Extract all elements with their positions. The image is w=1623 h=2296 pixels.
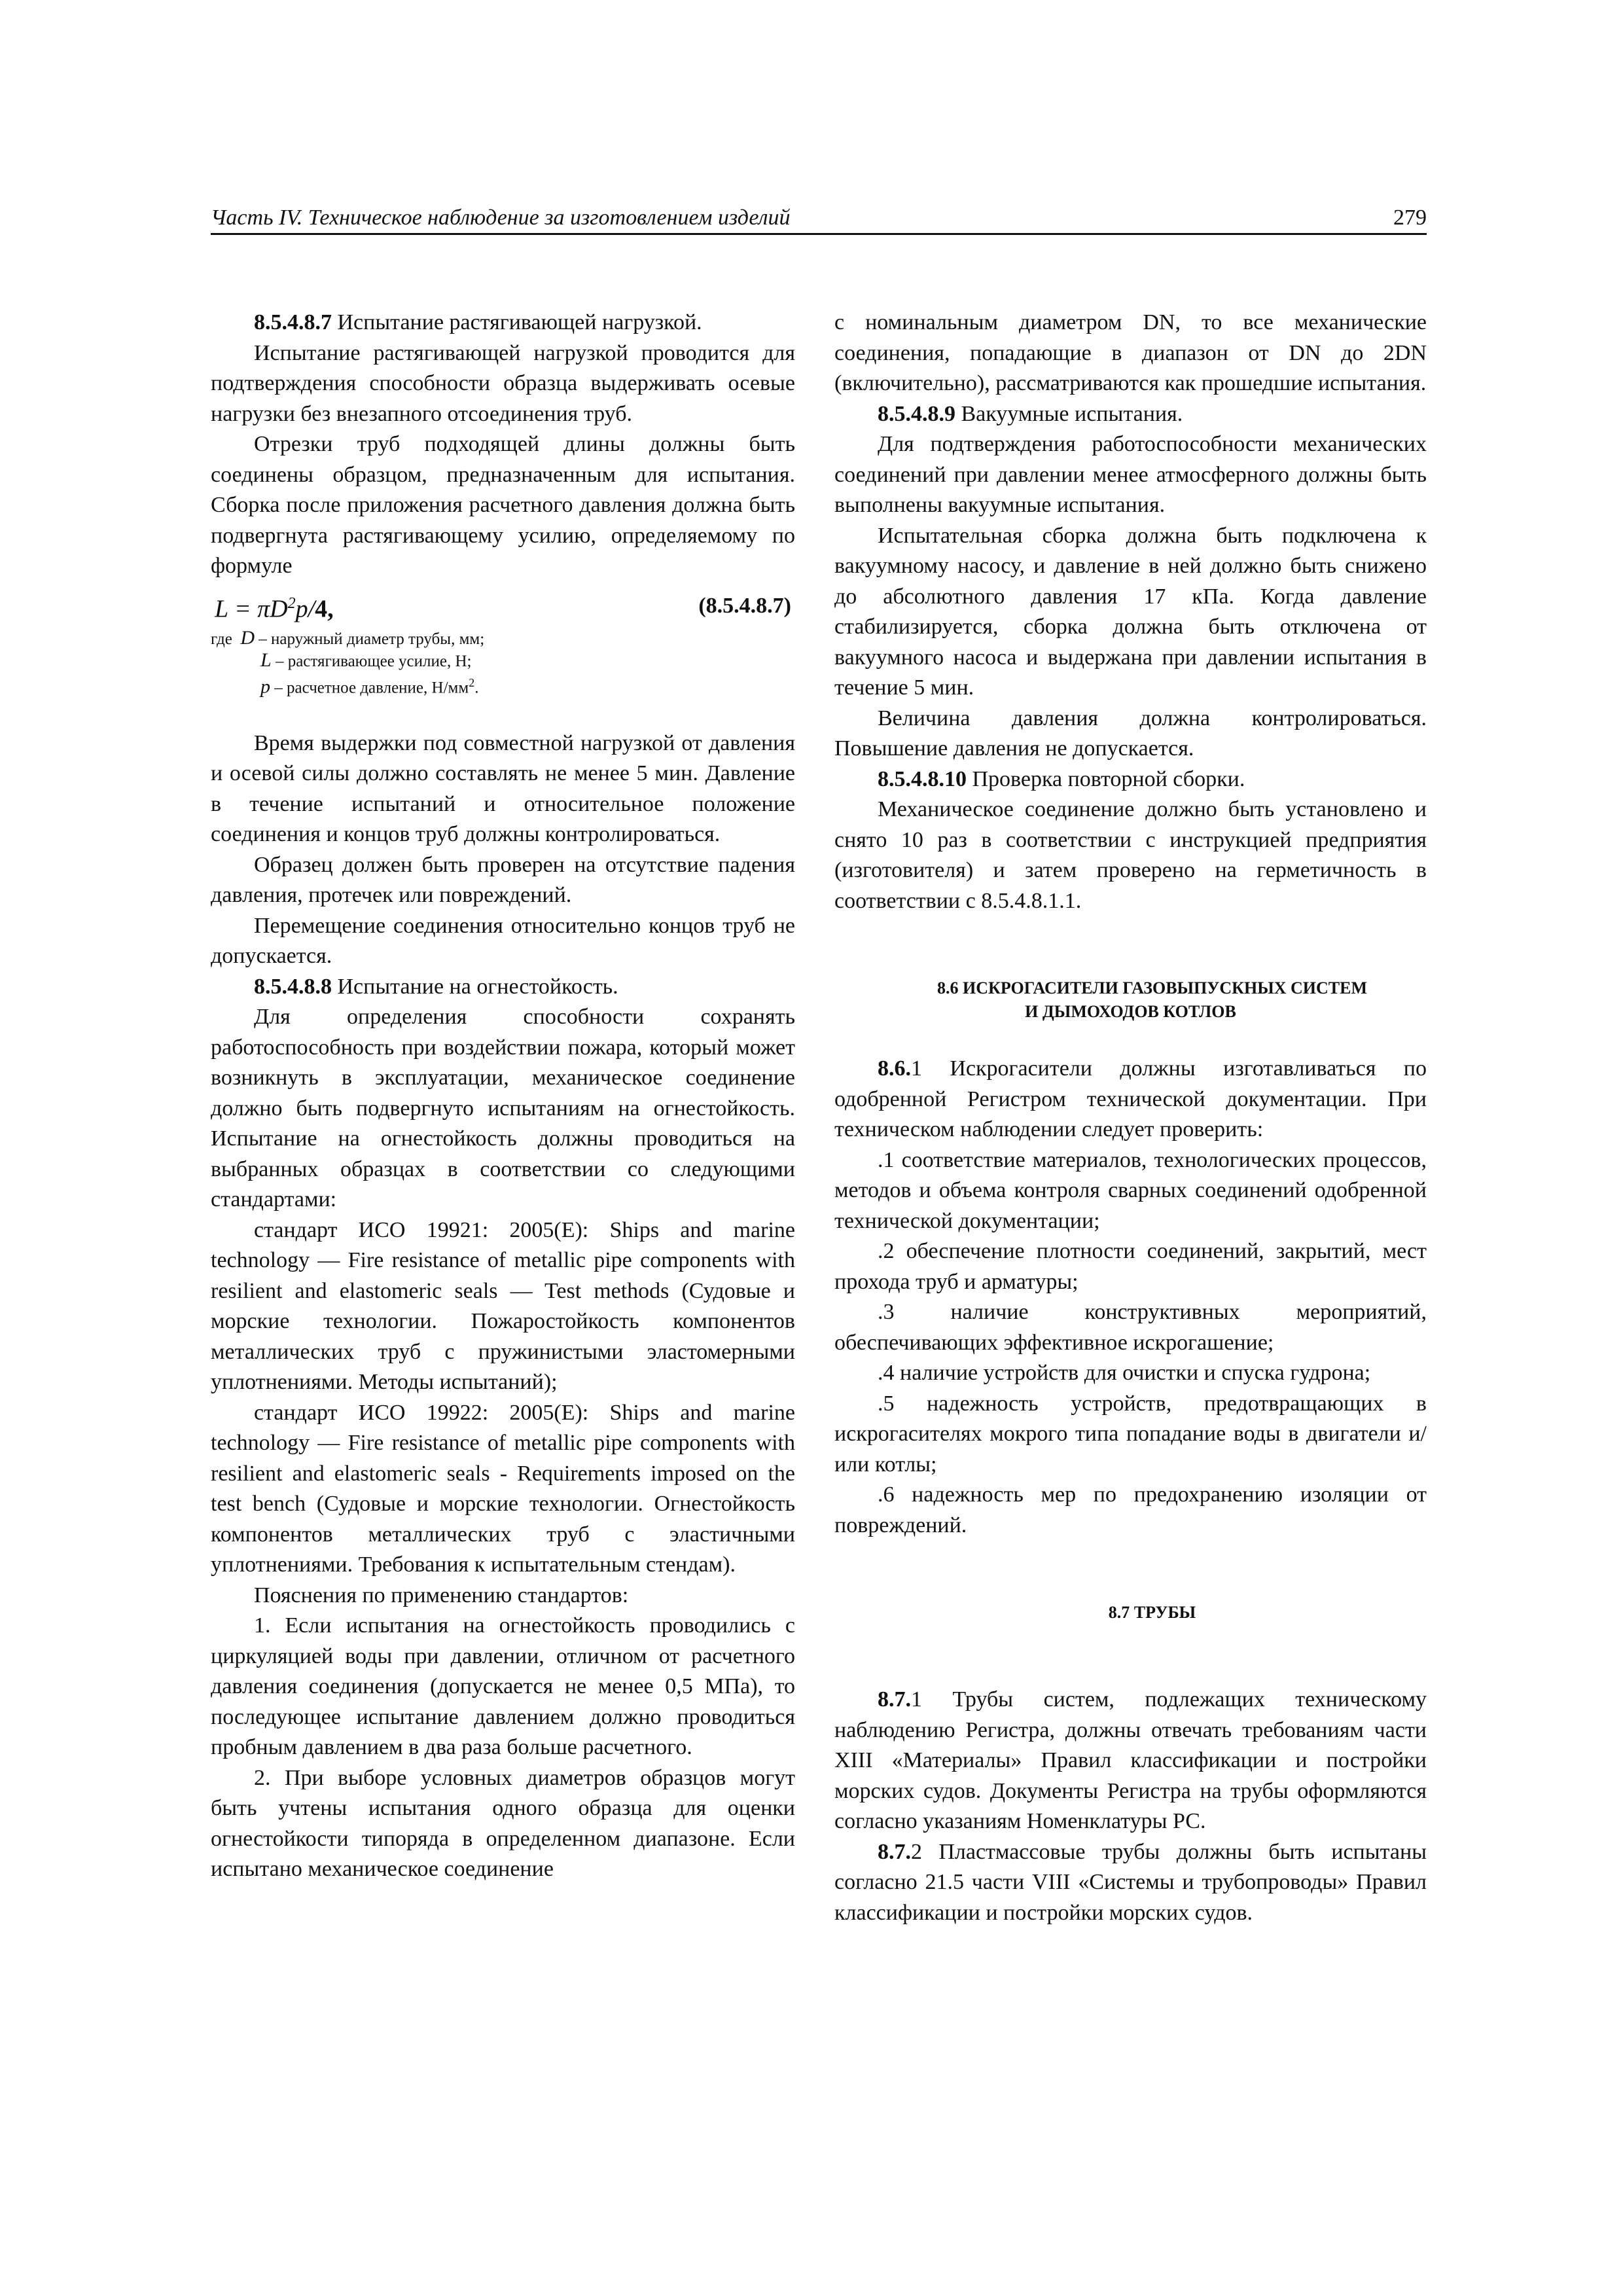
paragraph: Механическое соединение должно быть установлено и снято 10 раз в соответствии с инструкцией предприятия (изготовителя) и затем проверено на герметичность в соответствии с 8.5.4.8.1.1. — [834, 797, 1427, 913]
right-column — [834, 308, 1427, 1928]
formula-legend — [211, 628, 795, 698]
list-item: .6 надежность мер по предохранению изоляции от повреждений. — [834, 1482, 1427, 1537]
paragraph-8-5-4-8-10-heading — [834, 764, 1427, 795]
paragraph: Для подтверждения работоспособности механических соединений при давлении менее атмосферного должны быть выполнены вакуумные испытания. — [834, 432, 1427, 517]
list-item: .3 наличие конструктивных мероприятий, обеспечивающих эффективное искрогашение; — [834, 1300, 1427, 1355]
paragraph: Время выдержки под совместной нагрузкой от давления и осевой силы должно составлять не менее 5 мин. Давление в течение испытаний и относительное положение соединения и концов труб должны контролироваться. — [211, 730, 795, 847]
header-title: Часть IV. Техническое наблюдение за изготовлением изделий — [211, 206, 791, 230]
clause-number: 8.6. — [878, 1056, 911, 1081]
paragraph: Отрезки труб подходящей длины должны быть соединены образцом, предназначенным для испытания. Сборка после приложения расчетного давления должна быть подвергнута растягивающему усилию, определяемому по формуле — [211, 432, 795, 578]
paragraph: Перемещение соединения относительно концов труб не допускается. — [211, 913, 795, 969]
paragraph: Величина давления должна контролироваться. Повышение давления не допускается. — [834, 706, 1427, 761]
page-number: 279 — [1393, 206, 1427, 230]
clause-number: 8.7. — [878, 1687, 911, 1712]
paragraph-note-1: 1. Если испытания на огнестойкость проводились с циркуляцией воды при давлении, отличном от расчетного давления соединения (допускается не менее 0,5 МПа), то последующее испытание давлением должно проводиться пробным давлением в два раза больше расчетного. — [211, 1613, 795, 1760]
formula-expression: $L = \pi D^2p/4$, — [215, 594, 334, 623]
paragraph: Испытание растягивающей нагрузкой проводится для подтверждения способности образца выдерживать осевые нагрузки без внезапного отсоединения труб. — [211, 340, 795, 426]
paragraph-8-6-1: 8.6.1 Искрогасители должны изготавливаться по одобренной Регистром технической документации. При техническом наблюдении следует проверить: — [834, 1056, 1427, 1141]
paragraph: Пояснения по применению стандартов: — [254, 1583, 629, 1607]
paragraph-continued: с номинальным диаметром DN, то все механические соединения, попадающие в диапазон от DN до 2DN (включительно), рассматриваются как прошедшие испытания. — [834, 310, 1427, 395]
clause-number: 8.5.4.8.8 — [254, 974, 332, 999]
list-item: .1 соответствие материалов, технологических процессов, методов и объема контроля сварных соединений одобренной технической документации; — [834, 1147, 1427, 1233]
clause-title: Испытание растягивающей нагрузкой. — [332, 310, 702, 334]
legend-row-p: p – расчетное давление, $Н/мм^2$. — [260, 675, 479, 697]
list-item: .5 надежность устройств, предотвращающих в искрогасителях мокрого типа попадание воды в двигатели и/или котлы; — [834, 1391, 1427, 1477]
list-item: .4 наличие устройств для очистки и спуска гудрона; — [878, 1361, 1371, 1385]
paragraph: Образец должен быть проверен на отсутствие падения давления, протечек или повреждений. — [211, 852, 795, 908]
legend-row-l: L – растягивающее усилие, Н; — [260, 649, 472, 671]
formula-number: (8.5.4.8.7) — [698, 593, 791, 618]
clause-title: Испытание на огнестойкость. — [332, 974, 618, 999]
legend-row-d: где D – наружный диаметр трубы, мм; — [211, 626, 485, 649]
paragraph-8-7-2: 8.7.2 Пластмассовые трубы должны быть испытаны согласно 21.5 части VIII «Системы и трубопроводы» Правил классификации и постройки морских судов. — [834, 1839, 1427, 1925]
paragraph-8-5-4-8-7-heading — [211, 308, 795, 338]
paragraph-8-7-1: 8.7.1 Трубы систем, подлежащих техническому наблюдению Регистра, должны отвечать требованиям части XIII «Материалы» Правил классификации и постройки морских судов. Документы Регистра на трубы оформляются согласно указаниям Номенклатуры РС. — [834, 1687, 1427, 1833]
paragraph-8-5-4-8-9-heading — [834, 399, 1427, 430]
paragraph-standard-19922: стандарт ИСО 19922: 2005(E): Ships and marine technology — Fire resistance of metallic pipe components with resilient and elastomeric seals - Requirements imposed on the test bench (Судовые и морские технологии. Огнестойкость компонентов металлических труб с эластичными уплотнениями. Требования к испытательным стендам). — [211, 1400, 795, 1577]
section-8-7-title: 8.7 ТРУБЫ — [1108, 1603, 1196, 1622]
left-column — [211, 308, 795, 1885]
paragraph-note-2: 2. При выборе условных диаметров образцов могут быть учтены испытания одного образца для оценки огнестойкости типоряда в определенном диапазоне. Если испытано механическое соединение — [211, 1765, 795, 1882]
clause-number: 8.5.4.8.7 — [254, 310, 332, 334]
clause-number: 8.5.4.8.9 — [878, 401, 955, 426]
clause-number: 8.7. — [878, 1839, 911, 1864]
paragraph-standard-19921: стандарт ИСО 19921: 2005(E): Ships and marine technology — Fire resistance of metallic pipe components with resilient and elastomeric seals — Test methods (Судовые и морские технологии. Пожаростойкость компонентов металлических труб с пружинистыми эластомерными уплотнениями. Методы испытаний); — [211, 1217, 795, 1395]
paragraph-8-5-4-8-8-heading — [211, 972, 795, 1003]
paragraph: Испытательная сборка должна быть подключена к вакуумному насосу, и давление в ней должно быть снижено до абсолютного давления 17 кПа. Когда давление стабилизируется, сборка должна быть отключена от вакуумного насоса и выдержана при давлении испытания в течение 5 мин. — [834, 523, 1427, 700]
paragraph: Для определения способности сохранять работоспособность при воздействии пожара, который может возникнуть в эксплуатации, механическое соединение должно быть подвергнуто испытаниям на огнестойкость. Испытание на огнестойкость должны проводиться на выбранных образцах в соответствии со следующими стандартами: — [211, 1005, 795, 1212]
clause-title: Проверка повторной сборки. — [967, 766, 1245, 791]
formula-8-5-4-8-7 — [211, 584, 795, 625]
list-item: .2 обеспечение плотности соединений, закрытий, мест прохода труб и арматуры; — [834, 1239, 1427, 1294]
running-header — [211, 200, 1427, 235]
clause-title: Вакуумные испытания. — [955, 401, 1183, 426]
clause-number: 8.5.4.8.10 — [878, 766, 967, 791]
section-8-6-title: 8.6 ИСКРОГАСИТЕЛИ ГАЗОВЫПУСКНЫХ СИСТЕМ И ДЫМОХОДОВ КОТЛОВ — [936, 978, 1368, 1021]
